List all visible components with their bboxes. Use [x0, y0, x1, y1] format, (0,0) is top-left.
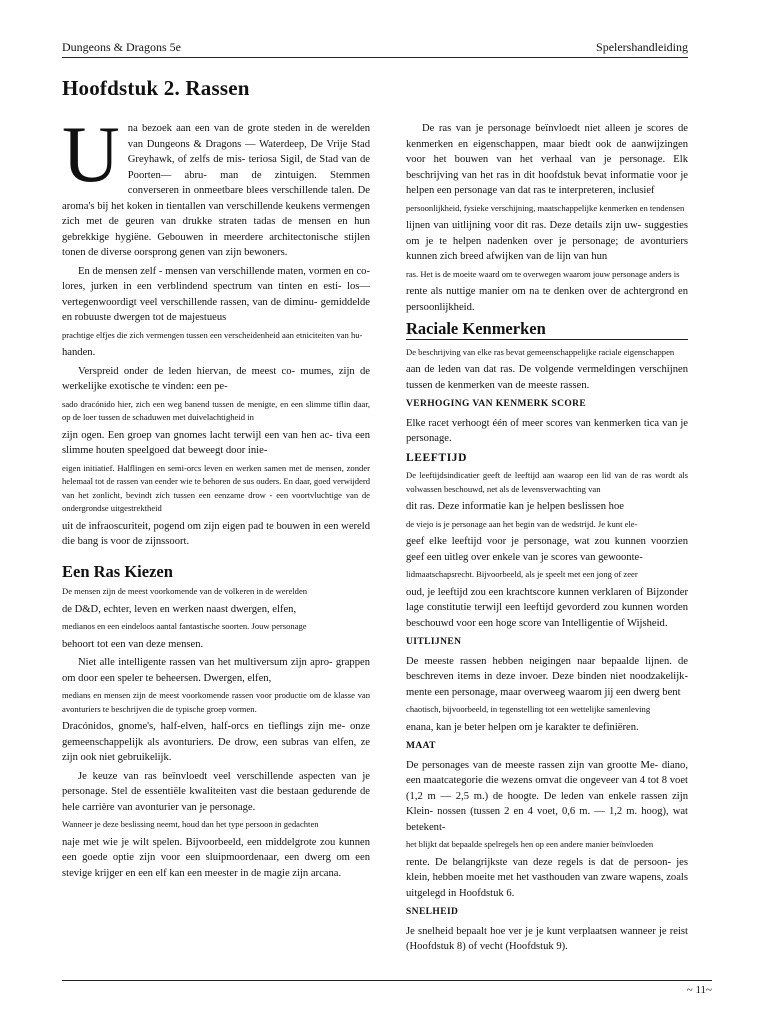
page-number: ~ 11~	[686, 984, 712, 996]
drop-cap: U	[62, 111, 120, 199]
body-paragraph: rente. De belangrijkste van deze regels is dat de persoon- jes klein, hebben moeite met het vasthouden van zware wapens, zoals uitgelegd in Hoofdstuk 6.	[406, 856, 688, 899]
body-paragraph: En de mensen zelf - mensen van verschillende maten, vormen en co- lores, jurken in een verblindend spectrum van tinten en esti- los— vertegenwoordigt veel verschillende rassen, van de diminu- gemiddelde en robuuste dwergen tot de majestueus	[62, 265, 370, 323]
body-paragraph: dit ras. Deze informatie kan je helpen beslissen hoe	[406, 501, 624, 512]
body-paragraph: zijn ogen. Een groep van gnomes lacht terwijl een van hen ac- tiva een slimme houten speelgoed dat beweegt door inie-	[62, 429, 370, 456]
body-paragraph-small: De mensen zijn de meest voorkomende van de volkeren in de werelden	[62, 586, 308, 596]
body-paragraph: De ras van je personage beïnvloedt niet alleen je scores de kenmerken en eigenschappen, maar biedt ook de aanwijzingen voor het bouwen van het verhaal van je personage. Elk beschrijving van het ras in dit hoofdstuk bevat informatie voor je helpen een personage van dat ras te interpreteren, inclusief	[406, 123, 688, 196]
body-paragraph-small: lidmaatschapsrecht. Bijvoorbeeld, als je speelt met een jong of zeer	[406, 569, 638, 579]
body-paragraph-small: De leeftijdsindicatier geeft de leeftijd aan waarop een lid van de ras wordt als volwassen beschouwd, net als de levensverwachting van	[406, 470, 688, 494]
body-paragraph: behoort tot een van deze mensen.	[62, 638, 204, 650]
body-paragraph: geef elke leeftijd voor je personage, wat zou kunnen voorzien geef een uitleg over enkele van je scores van gewoonte-	[406, 536, 688, 563]
footer-divider	[62, 980, 712, 981]
body-paragraph-small: De beschrijving van elke ras bevat gemeenschappelijke raciale eigenschappen	[406, 346, 675, 357]
body-paragraph-small: sado dracónido hier, zich een weg banend tussen de menigte, en een slimme tiflin daar, op de loer tussen de schaduwen met duivelachtigheid in	[62, 398, 370, 422]
body-paragraph: Niet alle intelligente rassen van het multiversum zijn apro- grappen om door een speler te beheersen. Dwergen, elfen,	[62, 657, 370, 684]
body-paragraph-small: prachtige elfjes die zich vermengen tussen een verscheidenheid aan etniciteiten van hu-	[62, 329, 363, 340]
subheading-size: MAAT	[406, 741, 436, 751]
body-paragraph: Je snelheid bepaalt hoe ver je je kunt verplaatsen wanneer je reist (Hoofdstuk 8) of vecht (Hoofdstuk 9).	[406, 925, 688, 952]
body-paragraph: De meeste rassen hebben neigingen naar bepaalde lijnen. de beschreven items in deze invoer. Deze binden niet noodzakelijk- mente een personage, maar overweeg waarom jij een dwerg bent	[406, 655, 688, 698]
book-subtitle: Spelershandleiding	[596, 40, 688, 54]
left-column	[62, 111, 370, 884]
section-heading-raciale-kenmerken: Raciale Kenmerken	[406, 321, 688, 340]
body-paragraph: naje met wie je wilt spelen. Bijvoorbeeld, een middelgrote zou kunnen een goede optie zijn voor een sluipmoordenaar, een dwerg om een stevige krijger en een elf kan een meester in de magie zijn arcana.	[62, 836, 370, 879]
running-header	[62, 40, 688, 58]
body-paragraph-small: persoonlijkheid, fysieke verschijning, maatschappelijke kenmerken en tendensen	[406, 202, 685, 213]
body-paragraph-small: chaotisch, bijvoorbeeld, in tegenstelling tot een wettelijke samenleving	[406, 704, 651, 714]
right-column	[406, 121, 688, 958]
body-paragraph-small: eigen initiatief. Halflingen en semi-orcs leven en werken samen met de mensen, zonder helemaal tot de rassen van eender wie te behoren de sus ouders. En daar, goed verwijderd van het zonlicht, bevindt zich tussen een eenzame drow - een voortvluchtige van de ondergrondse uitgestrektheid	[62, 462, 370, 513]
body-paragraph-small: medians en mensen zijn de meest voorkomende rassen voor productie om de klasse van avonturiers te beschrijven die de typische groep vormen.	[62, 690, 370, 714]
body-paragraph: Dracónidos, gnome's, half-elven, half-orcs en tieflings zijn me- onze gemeenschappelijk als avonturiers. De drow, een subras van elfen, ze zijn ook niet gebruikelijk.	[62, 721, 370, 763]
body-paragraph: de D&D, echter, leven en werken naast dwergen, elfen,	[62, 603, 297, 615]
subheading-score: VERHOGING VAN KENMERK SCORE	[406, 399, 587, 409]
body-paragraph: handen.	[62, 347, 96, 358]
body-paragraph-small: Wanneer je deze beslissing neemt, houd dan het type persoon in gedachten	[62, 819, 319, 829]
book-title: Dungeons & Dragons 5e	[62, 40, 181, 54]
subheading-speed: SNELHEID	[406, 907, 459, 917]
section-heading-een-ras-kiezen: Een Ras Kiezen	[62, 561, 173, 581]
subheading-alignment: UITLIJNEN	[406, 637, 462, 647]
intro-paragraph: na bezoek aan een van de grote steden in de werelden van Dungeons & Dragons — Waterdeep, De Vrije Stad Greyhawk, of zelfs de mis- teriosa Sigil, de Stad van de Poorten— abru- man de zintuigen. Stemmen converseren in onmeetbare blees verschillende talen. De aroma's bij het koken in tientallen van verschillende keukens vermengen zich met de geuren van drukke straten tadas de mensen en hun gebrekkige hygiëne. Gebouwen in meerdere architectonische stijlen tonen de diverse oorsprong genen van zijn bewoners.	[62, 123, 370, 258]
body-paragraph: uit de infraoscuriteit, pogend om zijn eigen pad te bouwen in een wereld die bang is voor de zijnssoort.	[62, 520, 370, 547]
body-paragraph: aan de leden van dat ras. De volgende vermeldingen verschijnen tussen de kenmerken van de meeste rassen.	[406, 364, 688, 391]
body-paragraph: Je keuze van ras beïnvloedt veel verschillende aspecten van je personage. Stel de essentiële kwaliteiten vast die bestaan gedurende de hele carrière van avonturier van je personage.	[62, 770, 370, 813]
chapter-title: Hoofdstuk 2. Rassen	[62, 76, 250, 100]
body-paragraph: De personages van de meeste rassen zijn van grootte Me- diano, een maatcategorie die wezens omvat die ongeveer van 4 tot 8 voet (1,2 m — 2,5 m.) de hoogte. De leden van enkele rassen zijn Klein- nossen (tussen 2 en 4 voet, 0,6 m. — 1,2 m. hoog), wat betekent-	[406, 759, 688, 833]
body-paragraph: Elke racet verhoogt één of meer scores van kenmerken tica van je personage.	[406, 417, 688, 444]
header-divider	[62, 57, 688, 58]
body-paragraph: enana, kan je beter helpen om je karakter te definiëren.	[406, 721, 639, 733]
body-paragraph-small: het blijkt dat bepaalde spelregels hen op een andere manier beïnvloeden	[406, 839, 654, 849]
subheading-age: LEEFTIJD	[406, 451, 468, 464]
body-paragraph-small: medianos en een eindeloos aantal fantastische soorten. Jouw personage	[62, 621, 307, 631]
body-paragraph: oud, je leeftijd zou een krachtscore kunnen verklaren of Bijzonder lage constitutie terwijl een leeftijd gevorderd zou kunnen worden beschouwd voor een hoge score van Intelligentie of Wijsheid.	[406, 586, 688, 629]
body-paragraph: rente als nuttige manier om na te denken over de achtergrond en persoonlijkheid.	[406, 286, 688, 313]
body-paragraph-small: ras. Het is de moeite waard om te overwegen waarom jouw personage anders is	[406, 268, 680, 279]
body-paragraph-small: de viejo is je personage aan het begin van de wedstrijd. Je kunt ele-	[406, 518, 638, 529]
body-paragraph: lijnen van uitlijning voor dit ras. Deze details zijn uw- suggesties om je te helpen nadenken over je personage; de avonturiers kunnen zich breed afwijken van de lijn van hun	[406, 220, 688, 262]
body-paragraph: Verspreid onder de leden hiervan, de meest co- mumes, zijn de werkelijke exotische te vinden: een pe-	[62, 365, 370, 392]
